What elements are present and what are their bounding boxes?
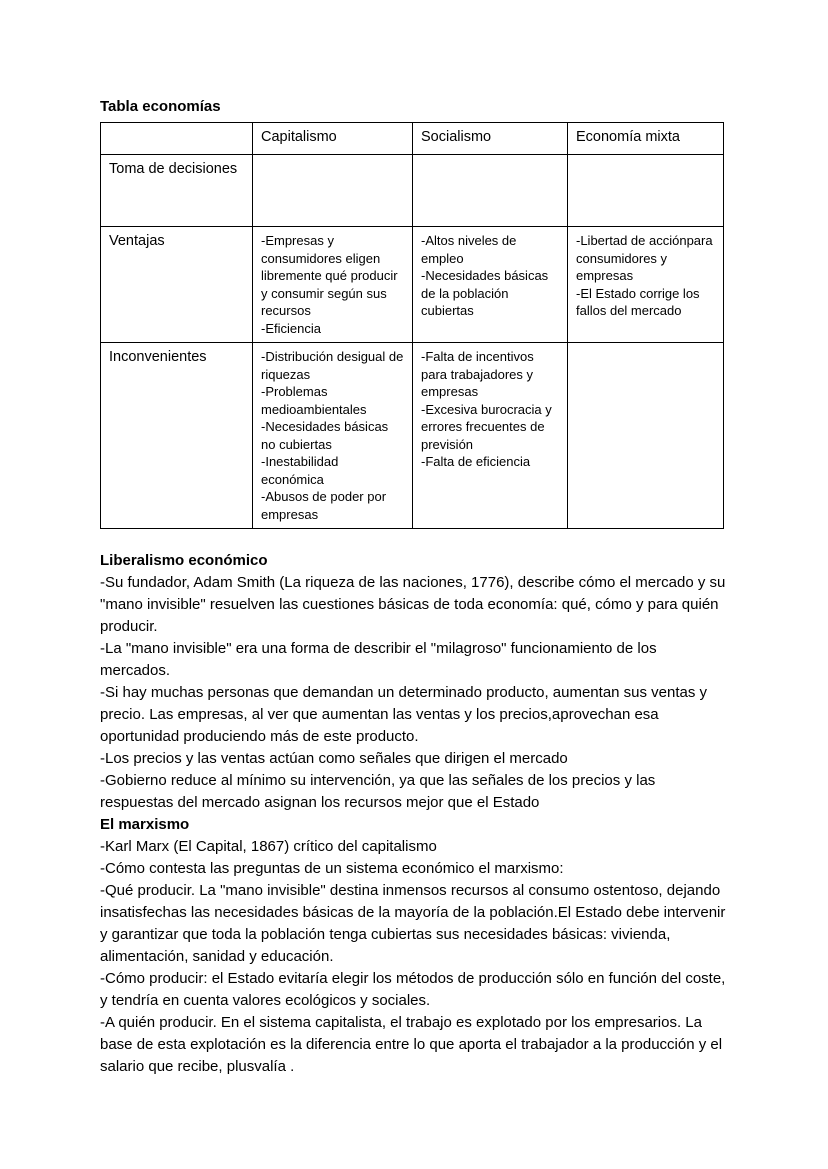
row-label-cell: Ventajas — [101, 227, 253, 343]
table-cell-empty — [413, 155, 568, 227]
cell-bullet: -Excesiva burocracia y errores frecuentes de previsión — [421, 401, 552, 452]
table-row-ventajas — [101, 227, 724, 343]
cell-bullet: -Empresas y consumidores eligen libremente qué producir y consumir según sus recursos — [261, 233, 398, 318]
paragraph: -Su fundador, Adam Smith (La riqueza de las naciones, 1776), describe cómo el mercado y su "mano invisible" resuelven las cuestiones básicas de toda economía: qué, cómo y para quién producir. — [100, 574, 726, 635]
row-label-cell: Inconvenientes — [101, 343, 253, 529]
header-cell-socialismo: Socialismo — [413, 123, 568, 155]
section-el-marxismo — [100, 814, 728, 1078]
paragraph: -Cómo producir: el Estado evitaría elegir los métodos de producción sólo en función del coste, y tendría en cuenta valores ecológicos y sociales. — [100, 970, 726, 1009]
table-cell-capitalismo-inconvenientes — [253, 343, 413, 529]
cell-bullet: -Falta de incentivos para trabajadores y empresas — [421, 349, 534, 399]
document-content — [100, 96, 728, 1078]
header-cell-capitalismo: Capitalismo — [253, 123, 413, 155]
row-label-cell: Toma de decisiones — [101, 155, 253, 227]
section-heading: Liberalismo económico — [100, 552, 268, 569]
table-cell-empty — [568, 155, 724, 227]
cell-bullet: -El Estado corrige los fallos del mercado — [576, 285, 700, 318]
table-title: Tabla economías — [100, 98, 221, 115]
cell-bullet: -Necesidades básicas de la población cubiertas — [421, 268, 549, 318]
paragraph: -Karl Marx (El Capital, 1867) crítico del capitalismo — [100, 838, 437, 855]
paragraph: -La "mano invisible" era una forma de describir el "milagroso" funcionamiento de los mercados. — [100, 640, 657, 679]
paragraph: -Los precios y las ventas actúan como señales que dirigen el mercado — [100, 750, 568, 767]
paragraph: -Cómo contesta las preguntas de un sistema económico el marxismo: — [100, 860, 564, 877]
cell-bullet: -Inestabilidad económica — [261, 454, 339, 487]
cell-bullet: -Altos niveles de empleo — [421, 233, 517, 266]
cell-bullet: -Abusos de poder por empresas — [261, 489, 387, 522]
table-row-toma-de-decisiones — [101, 155, 724, 227]
table-cell-economia-mixta-inconvenientes — [568, 343, 724, 529]
header-cell-economia-mixta: Economía mixta — [568, 123, 724, 155]
table-cell-empty — [253, 155, 413, 227]
table-row-inconvenientes — [101, 343, 724, 529]
paragraph: -Si hay muchas personas que demandan un determinado producto, aumentan sus ventas y precio. Las empresas, al ver que aumentan las ventas y los precios,aprovechan esa oportunidad produciendo más de este producto. — [100, 684, 708, 745]
table-cell-socialismo-ventajas — [413, 227, 568, 343]
table-cell-socialismo-inconvenientes — [413, 343, 568, 529]
header-cell-empty — [101, 123, 253, 155]
table-cell-economia-mixta-ventajas — [568, 227, 724, 343]
section-heading: El marxismo — [100, 816, 190, 833]
cell-bullet: -Distribución desigual de riquezas — [261, 349, 404, 382]
cell-bullet: -Falta de eficiencia — [421, 454, 531, 469]
table-cell-capitalismo-ventajas — [253, 227, 413, 343]
section-liberalismo-economico — [100, 550, 728, 814]
economies-table — [100, 122, 724, 529]
table-header-row — [101, 123, 724, 155]
paragraph: -A quién producir. En el sistema capitalista, el trabajo es explotado por los empresarios. La base de esta explotación es la diferencia entre lo que aporta el trabajador a la producción y el salario que recibe, plusvalía . — [100, 1014, 723, 1075]
paragraph: -Qué producir. La "mano invisible" destina inmensos recursos al consumo ostentoso, dejando insatisfechas las necesidades básicas de la mayoría de la población.El Estado debe intervenir y garantizar que toda la población tenga cubiertas sus necesidades básicas: vivienda, alimentación, sanidad y educación. — [100, 882, 726, 965]
cell-bullet: -Necesidades básicas no cubiertas — [261, 419, 389, 452]
paragraph: -Gobierno reduce al mínimo su intervención, ya que las señales de los precios y las respuestas del mercado asignan los recursos mejor que el Estado — [100, 772, 656, 811]
cell-bullet: -Libertad de acciónpara consumidores y empresas — [576, 233, 713, 283]
cell-bullet: -Eficiencia — [261, 320, 321, 336]
cell-bullet: -Problemas medioambientales — [261, 384, 367, 417]
